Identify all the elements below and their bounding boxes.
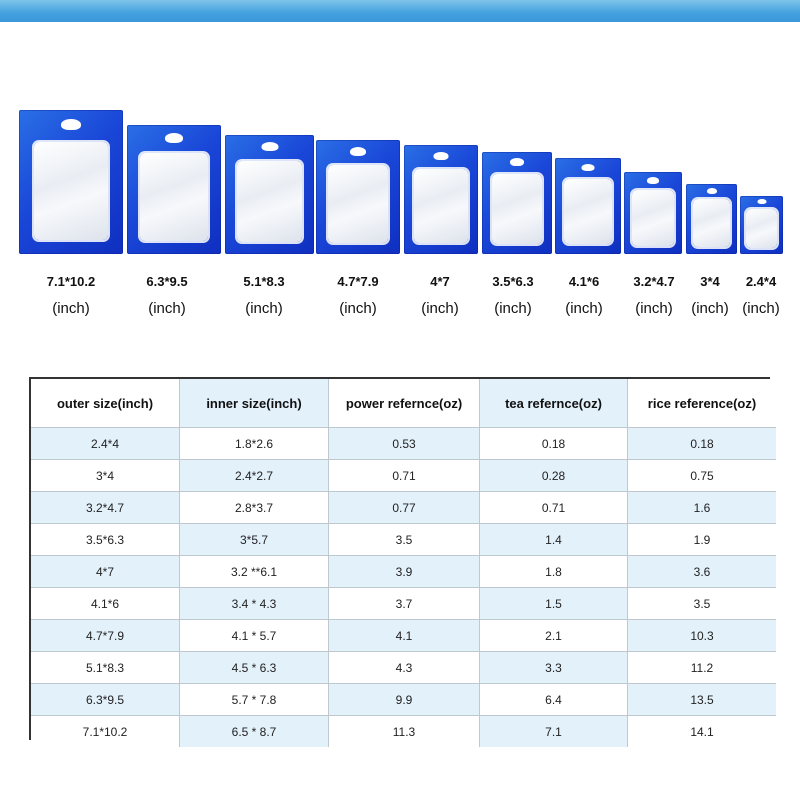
table-cell: 3.5 [329, 524, 480, 556]
hang-hole-icon [61, 119, 81, 130]
table-cell: 0.18 [628, 428, 777, 460]
table-row [31, 460, 776, 492]
table-row [31, 524, 776, 556]
bag-size: 3*4 [700, 274, 720, 289]
table-cell: 3*4 [31, 460, 180, 492]
table-cell: 0.18 [480, 428, 628, 460]
hang-hole-icon [261, 142, 278, 151]
table-row [31, 652, 776, 684]
table-cell: 0.53 [329, 428, 480, 460]
table-cell: 3.5*6.3 [31, 524, 180, 556]
table-cell: 4.1*6 [31, 588, 180, 620]
table-row [31, 492, 776, 524]
header-rice-reference: rice reference(oz) [628, 379, 777, 428]
table-row [31, 716, 776, 748]
header-outer-size: outer size(inch) [31, 379, 180, 428]
table-cell: 1.5 [480, 588, 628, 620]
hang-hole-icon [165, 133, 183, 143]
bag-label-1 [26, 275, 116, 316]
size-reference-table [29, 377, 770, 740]
bag-label-3 [219, 275, 309, 316]
bag-size: 5.1*8.3 [243, 274, 285, 289]
bag-label-10 [716, 275, 800, 316]
table-row [31, 428, 776, 460]
table-cell: 5.7 * 7.8 [180, 684, 329, 716]
bag-size: 6.3*9.5 [146, 274, 188, 289]
table-cell: 4.1 [329, 620, 480, 652]
bag-unit: (inch) [245, 300, 283, 317]
bag-size: 7.1*10.2 [46, 274, 96, 289]
table-cell: 0.71 [480, 492, 628, 524]
table-cell: 11.3 [329, 716, 480, 748]
table-cell: 0.71 [329, 460, 480, 492]
hang-hole-icon [707, 188, 717, 194]
table-cell: 1.9 [628, 524, 777, 556]
table-cell: 10.3 [628, 620, 777, 652]
table-cell: 0.77 [329, 492, 480, 524]
bag-window [34, 142, 109, 240]
bag-image-3 [225, 135, 314, 254]
bag-image-1 [19, 110, 123, 254]
bag-unit: (inch) [691, 300, 729, 317]
table-cell: 1.4 [480, 524, 628, 556]
bag-size-gallery [0, 0, 800, 330]
table-cell: 4*7 [31, 556, 180, 588]
bag-window [564, 179, 612, 244]
table-cell: 5.1*8.3 [31, 652, 180, 684]
table-cell: 3.4 * 4.3 [180, 588, 329, 620]
table-cell: 7.1*10.2 [31, 716, 180, 748]
bag-unit: (inch) [148, 300, 186, 317]
bag-image-6 [482, 152, 552, 254]
hang-hole-icon [350, 147, 366, 156]
bag-size: 4.1*6 [568, 274, 600, 289]
table-cell: 1.6 [628, 492, 777, 524]
bag-unit: (inch) [565, 300, 603, 317]
table-cell: 3.5 [628, 588, 777, 620]
header-inner-size: inner size(inch) [180, 379, 329, 428]
table-cell: 1.8 [480, 556, 628, 588]
bag-unit: (inch) [635, 300, 673, 317]
table-cell: 2.1 [480, 620, 628, 652]
table-cell: 2.4*2.7 [180, 460, 329, 492]
table-cell: 6.5 * 8.7 [180, 716, 329, 748]
bag-unit: (inch) [421, 300, 459, 317]
table-cell: 2.4*4 [31, 428, 180, 460]
table-cell: 6.3*9.5 [31, 684, 180, 716]
table-cell: 0.28 [480, 460, 628, 492]
bag-window [140, 153, 208, 241]
table-cell: 0.75 [628, 460, 777, 492]
table-cell: 2.8*3.7 [180, 492, 329, 524]
bag-window [632, 190, 674, 246]
bag-unit: (inch) [742, 300, 780, 317]
bag-window [237, 161, 301, 242]
bag-image-5 [404, 145, 478, 254]
bag-image-2 [127, 125, 221, 254]
bag-image-7 [555, 158, 621, 254]
bag-size: 4*7 [430, 274, 450, 289]
table-row [31, 684, 776, 716]
bag-label-4 [313, 275, 403, 316]
table-cell: 4.3 [329, 652, 480, 684]
bag-size: 3.2*4.7 [633, 274, 675, 289]
hang-hole-icon [582, 164, 595, 171]
bag-size: 4.7*7.9 [337, 274, 379, 289]
bag-window [328, 165, 389, 243]
table-cell: 6.4 [480, 684, 628, 716]
hang-hole-icon [757, 199, 766, 204]
table-cell: 7.1 [480, 716, 628, 748]
bag-size: 2.4*4 [745, 274, 777, 289]
bag-size: 3.5*6.3 [492, 274, 534, 289]
table-header-row [31, 379, 776, 428]
table-cell: 3.3 [480, 652, 628, 684]
bag-label-2 [122, 275, 212, 316]
table-cell: 3.6 [628, 556, 777, 588]
table-cell: 13.5 [628, 684, 777, 716]
table-cell: 4.5 * 6.3 [180, 652, 329, 684]
bag-image-9 [686, 184, 737, 254]
table-row [31, 556, 776, 588]
table-cell: 4.7*7.9 [31, 620, 180, 652]
table-cell: 3*5.7 [180, 524, 329, 556]
bag-unit: (inch) [52, 300, 90, 317]
bag-window [693, 199, 730, 247]
bag-window [746, 209, 777, 248]
table-cell: 3.9 [329, 556, 480, 588]
bag-image-4 [316, 140, 400, 254]
bag-unit: (inch) [339, 300, 377, 317]
table-row [31, 620, 776, 652]
table-cell: 3.2 **6.1 [180, 556, 329, 588]
table-cell: 9.9 [329, 684, 480, 716]
table-cell: 1.8*2.6 [180, 428, 329, 460]
table-cell: 3.2*4.7 [31, 492, 180, 524]
table-cell: 11.2 [628, 652, 777, 684]
table-cell: 4.1 * 5.7 [180, 620, 329, 652]
bag-image-8 [624, 172, 682, 254]
bag-window [414, 169, 467, 243]
header-power-reference: power refernce(oz) [329, 379, 480, 428]
bag-unit: (inch) [494, 300, 532, 317]
hang-hole-icon [647, 177, 659, 184]
hang-hole-icon [434, 152, 449, 160]
bag-image-10 [740, 196, 783, 254]
bag-window [492, 174, 542, 243]
header-tea-reference: tea refernce(oz) [480, 379, 628, 428]
hang-hole-icon [510, 158, 524, 166]
table-row [31, 588, 776, 620]
table-cell: 3.7 [329, 588, 480, 620]
table-cell: 14.1 [628, 716, 777, 748]
